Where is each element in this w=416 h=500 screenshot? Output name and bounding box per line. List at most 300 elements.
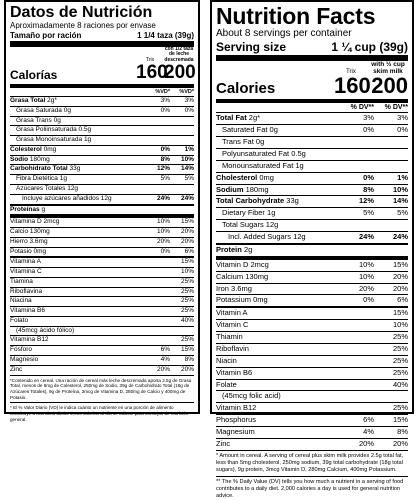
nutrient-amount: 2mcg <box>43 218 60 226</box>
vitamin-row <box>216 439 408 451</box>
vitamin-row <box>10 238 194 248</box>
nutrient-name: Polyunsaturated Fat <box>222 148 290 158</box>
nutrient-label <box>10 136 142 145</box>
nutrient-row <box>10 146 194 156</box>
vitamin-row <box>216 284 408 296</box>
calories-block <box>216 61 408 103</box>
vitamin-row <box>10 297 194 307</box>
vitamin-row <box>216 415 408 427</box>
nutrient-name: Tiamina <box>10 277 33 285</box>
nutrient-name: Vitamin D <box>216 259 249 269</box>
nutrient-label <box>216 439 340 450</box>
nutrient-row <box>10 97 194 107</box>
nutrient-name: Folato <box>10 316 29 324</box>
nutrient-row <box>10 117 194 127</box>
nutrient-row <box>216 173 408 185</box>
calories-label: Calorías <box>10 68 58 83</box>
nutrient-amount: 0g <box>63 106 71 114</box>
vitamin-row <box>216 427 408 439</box>
nutrient-amount: 130mg <box>245 271 269 281</box>
daily-value-cereal: 24% <box>156 194 170 202</box>
nutrient-label <box>10 336 142 345</box>
vitamin-row <box>10 218 194 228</box>
nutrient-name: Vitamina D <box>10 218 42 226</box>
nutrient-label <box>216 149 340 160</box>
nutrient-label <box>10 327 142 336</box>
nutrient-label <box>10 366 142 375</box>
nutrient-row <box>10 107 194 117</box>
nutrient-label <box>216 332 340 343</box>
nutrient-name: Monounsaturated Fat <box>222 160 294 170</box>
daily-value-cereal: 10% <box>156 218 170 226</box>
nutrient-label <box>10 297 142 306</box>
daily-value-with-milk: 14% <box>392 196 408 206</box>
nutrient-label <box>216 380 340 391</box>
vitamin-row <box>10 258 194 268</box>
footnote-cereal-milk: *Contenido en cereal. Una ración de cereal más leche descremada aporta 2.5g de Grasa Total, menos de 5mg de Colesterol, 250mg de Sodio, 39g de Carbohidrato Total (18g de Azúcares Totales), 9g de Proteína, 3mcg de Vitamina D, 280mg de Calcio y 400mg de Potasio. <box>10 376 194 404</box>
nutrient-name: Vitamina A <box>10 258 41 266</box>
vitamin-row <box>216 332 408 344</box>
servings-per-container: About 8 servings per container <box>216 28 352 39</box>
nutrient-label <box>216 208 340 219</box>
nutrient-row <box>216 185 408 197</box>
nutrient-amount: 2g <box>243 244 253 254</box>
calories-cereal: 160 <box>136 62 168 84</box>
daily-value-cereal: 0% <box>160 145 170 153</box>
nutrient-amount: 12g <box>100 194 112 202</box>
daily-value-with-milk: 25% <box>392 332 408 342</box>
daily-value-cereal: 0% <box>160 106 170 114</box>
nutrient-label <box>216 173 340 184</box>
daily-value-with-milk: 15% <box>392 259 408 269</box>
nutrient-name: Potassium <box>216 295 252 305</box>
nutrient-row <box>10 156 194 166</box>
nutrient-name: Total Carbohydrate <box>216 196 285 206</box>
nutrient-name: Trans Fat <box>222 137 254 147</box>
daily-value-cereal: 5% <box>363 208 374 218</box>
nutrient-amount: 180mg <box>245 184 269 194</box>
nutrient-name: Sodio <box>10 155 29 163</box>
daily-value-with-milk: 25% <box>392 355 408 365</box>
nutrient-name: Grasa Trans <box>16 116 52 124</box>
nutrient-label <box>216 391 340 402</box>
nutrient-name: Dietary Fiber <box>222 208 265 218</box>
daily-value-cereal: 3% <box>363 113 374 123</box>
nutrient-name: Grasa Saturada <box>16 106 62 114</box>
nutrient-name: Fibra Dietética <box>16 175 58 183</box>
daily-value-with-milk: 8% <box>184 356 194 363</box>
nutrient-name: Total Fat <box>216 113 247 123</box>
nutrient-row <box>10 185 194 195</box>
vitamin-row <box>216 295 408 308</box>
nutrient-row <box>216 232 408 245</box>
nutrient-label <box>10 175 142 184</box>
daily-value-with-milk: 5% <box>397 208 408 218</box>
daily-value-with-milk: 5% <box>184 175 194 183</box>
nutrient-name: Riboflavina <box>10 287 43 295</box>
daily-value-with-milk: 1% <box>184 145 194 153</box>
nutrient-label <box>216 245 340 256</box>
column-head-cereal: Trix <box>346 68 356 75</box>
nutrient-name: Niacina <box>10 297 32 305</box>
nutrient-label <box>216 415 340 426</box>
nutrient-row <box>216 113 408 125</box>
nutrient-row <box>10 175 194 185</box>
nutrient-rows <box>10 97 194 218</box>
serving-size-label: Tamaño por ración <box>10 30 82 40</box>
calories-label: Calories <box>216 80 276 98</box>
daily-value-with-milk: 25% <box>392 367 408 377</box>
daily-value-with-milk: 24% <box>180 194 194 202</box>
nutrient-label <box>10 126 142 135</box>
nutrient-label <box>10 238 142 247</box>
servings-per-container: Aproximadamente 8 raciones por envase <box>10 21 156 30</box>
vitamin-row <box>10 356 194 366</box>
nutrient-row <box>10 136 194 146</box>
nutrient-row <box>10 206 194 219</box>
serving-size <box>216 40 408 61</box>
panel-title: Datos de Nutrición <box>10 4 153 21</box>
nutrient-name: Niacin <box>216 355 237 365</box>
daily-value-with-milk: 3% <box>397 113 408 123</box>
vitamin-row <box>10 278 194 288</box>
daily-value-with-milk: 40% <box>392 379 408 389</box>
daily-value-cereal: 0% <box>363 295 374 305</box>
daily-value-with-milk: 15% <box>392 415 408 425</box>
vitamin-rows <box>216 260 408 451</box>
nutrient-label <box>216 344 340 355</box>
nutrient-amount: 0g <box>269 125 278 135</box>
nutrient-name: Magnesio <box>10 356 39 363</box>
nutrient-amount: 2g* <box>248 113 261 123</box>
vitamin-row <box>216 308 408 320</box>
nutrient-label <box>10 228 142 237</box>
nutrient-label <box>10 185 142 194</box>
nutrient-name: Magnesium <box>216 427 255 437</box>
daily-value-cereal: 6% <box>160 346 170 354</box>
nutrient-name: Fósforo <box>10 346 33 354</box>
daily-value-with-milk: 25% <box>180 277 194 285</box>
daily-value-with-milk: 40% <box>180 316 194 324</box>
nutrient-label <box>10 206 142 215</box>
serving-size-label: Serving size <box>216 40 287 54</box>
nutrient-amount: 0g <box>255 137 265 147</box>
nutrient-name: Potasio <box>10 247 32 255</box>
nutrient-label <box>10 146 142 155</box>
column-head-with-milk: con 1/2 taza de leche descremada <box>164 45 194 63</box>
daily-value-with-milk: 6% <box>397 295 408 305</box>
nutrient-amount: 0.5g <box>291 148 306 158</box>
serving-size-value: 1 ¼ cup (39g) <box>331 40 408 54</box>
vitamin-row <box>10 288 194 298</box>
nutrient-label <box>10 346 142 355</box>
nutrient-amount: 33g <box>286 196 299 206</box>
nutrient-row <box>10 165 194 175</box>
vitamin-rows <box>10 218 194 375</box>
daily-value-with-milk: 20% <box>180 365 194 373</box>
nutrient-amount: 0g <box>53 116 61 124</box>
daily-value-cereal: 4% <box>363 427 374 437</box>
nutrient-name: Vitamina B6 <box>10 307 45 315</box>
nutrient-rows <box>216 113 408 260</box>
spanish-nutrition-panel <box>4 0 200 422</box>
nutrient-row <box>216 220 408 232</box>
nutrient-label <box>216 295 340 306</box>
nutrient-row <box>216 149 408 161</box>
nutrient-name: Vitamin B6 <box>216 367 253 377</box>
nutrient-name: Sodium <box>216 184 244 194</box>
footnote-daily-value: * El % Valor Diario (VD) le indica cuánto un nutriente en una porción de alimento contribuye a una dieta diaria. 2,000 calorías al día se utilizan para consejos de nutrición general. <box>10 405 189 422</box>
daily-value-with-milk: 24% <box>392 232 408 242</box>
nutrient-name: Thiamin <box>216 332 243 342</box>
nutrient-amount: 12g <box>293 232 306 242</box>
nutrient-name: Vitamin C <box>216 320 249 330</box>
english-nutrition-panel <box>210 0 414 499</box>
vitamin-row <box>216 260 408 272</box>
nutrient-amount: 2g* <box>47 97 57 105</box>
nutrient-name: Cholesterol <box>216 172 258 182</box>
nutrient-label <box>216 427 340 438</box>
nutrient-label <box>216 320 340 331</box>
nutrient-amount: 12g <box>67 184 79 192</box>
daily-value-with-milk: 10% <box>180 268 194 276</box>
nutrient-amount: 1g <box>59 175 67 183</box>
nutrient-name: Vitamin A <box>216 308 248 318</box>
nutrient-label <box>216 125 340 136</box>
daily-value-cereal: 0% <box>363 125 374 135</box>
nutrient-label <box>216 403 340 414</box>
daily-value-cereal: 20% <box>358 283 374 293</box>
daily-value-cereal: 6% <box>363 415 374 425</box>
nutrient-name: Grasa Poliinsaturada <box>16 126 77 134</box>
daily-value-with-milk: 15% <box>392 308 408 318</box>
nutrient-name: (45mcg ácido fólico) <box>16 326 75 334</box>
daily-value-with-milk: 0% <box>397 125 408 135</box>
vitamin-row <box>216 403 408 415</box>
daily-value-with-milk: 10% <box>180 155 194 163</box>
nutrient-name: Protein <box>216 244 242 254</box>
vitamin-row <box>216 272 408 284</box>
daily-value-cereal: 12% <box>358 196 374 206</box>
nutrient-label <box>10 268 142 277</box>
nutrient-name: Grasa Total <box>10 97 46 105</box>
nutrient-label <box>216 220 340 231</box>
vitamin-row <box>10 336 194 346</box>
vitamin-row <box>10 346 194 356</box>
vitamin-row <box>10 248 194 259</box>
nutrient-label <box>216 196 340 207</box>
nutrient-label <box>216 185 340 196</box>
nutrient-amount: 12g <box>265 220 279 230</box>
daily-value-with-milk: 1% <box>397 172 408 182</box>
daily-value-with-milk: 15% <box>180 258 194 266</box>
nutrient-row <box>10 126 194 136</box>
calories-cereal: 160 <box>334 73 371 99</box>
nutrient-row <box>10 195 194 206</box>
nutrient-label <box>10 356 142 365</box>
nutrient-name: Calcium <box>216 271 244 281</box>
vitamin-row <box>10 307 194 317</box>
calories-with-milk: 200 <box>164 62 196 84</box>
daily-value-cereal: 0% <box>160 247 170 255</box>
nutrient-label <box>216 368 340 379</box>
nutrient-name: Calcio <box>10 228 29 236</box>
nutrient-amount: 1g <box>267 208 276 218</box>
daily-value-with-milk: 20% <box>392 283 408 293</box>
nutrient-amount: 180mg <box>29 155 50 163</box>
nutrient-name: Zinc <box>10 365 23 373</box>
daily-value-with-milk: 6% <box>184 247 194 255</box>
nutrient-label <box>10 156 142 165</box>
daily-value-with-milk: 8% <box>397 427 408 437</box>
nutrient-label <box>10 97 142 106</box>
daily-value-with-milk: 20% <box>180 228 194 236</box>
nutrient-amount: g <box>41 205 46 213</box>
vitamin-row <box>10 366 194 376</box>
daily-value-cereal: 10% <box>358 271 374 281</box>
nutrient-amount: 33g <box>69 165 81 173</box>
nutrient-row <box>216 125 408 137</box>
daily-value-with-milk: 15% <box>180 218 194 226</box>
daily-value-with-milk: 20% <box>392 438 408 448</box>
nutrient-label <box>10 317 142 326</box>
daily-value-header: % DV** % DV** <box>216 103 408 113</box>
nutrient-name: Incl. Added Sugars <box>228 232 291 242</box>
nutrient-label <box>216 137 340 148</box>
nutrient-label <box>10 248 142 257</box>
vitamin-row <box>216 391 408 403</box>
daily-value-with-milk: 15% <box>180 346 194 354</box>
nutrient-name: Vitamina B12 <box>10 336 49 344</box>
nutrient-name: Hierro <box>10 237 28 245</box>
calories-block <box>10 47 194 89</box>
daily-value-with-milk: 10% <box>392 320 408 330</box>
vitamin-row <box>216 380 408 392</box>
nutrient-label <box>10 278 142 287</box>
nutrient-name: Carbohidrato Total <box>10 165 68 173</box>
daily-value-cereal: 3% <box>160 97 170 105</box>
nutrient-name: Saturated Fat <box>222 125 268 135</box>
nutrient-name: Vitamina C <box>10 268 42 276</box>
nutrient-amount: 0mg <box>253 295 268 305</box>
serving-size-value: 1 1/4 taza (39g) <box>137 30 194 40</box>
nutrient-name: Total Sugars <box>222 220 264 230</box>
footnote-cereal-milk: * Amount in cereal. A serving of cereal plus skim milk provides 2.5g total fat, less than 5mg cholesterol, 250mg sodium, 39g total carbohydrate (18g total sugars), 9g protein, 3mcg Vitamin D, 280mg Calcium, 400mg Potassium. <box>216 451 408 477</box>
nutrient-amount: 3.6mg <box>29 237 48 245</box>
daily-value-with-milk: 20% <box>392 271 408 281</box>
daily-value-with-milk: 0% <box>184 106 194 114</box>
nutrient-name: Iron <box>216 283 229 293</box>
daily-value-with-milk: 10% <box>392 184 408 194</box>
daily-value-with-milk: 25% <box>392 343 408 353</box>
nutrient-name: Colesterol <box>10 145 42 153</box>
daily-value-cereal: 20% <box>156 365 170 373</box>
column-head-cereal: Trix <box>145 56 155 63</box>
nutrient-amount: 0.5g <box>78 126 92 134</box>
daily-value-cereal: 0% <box>363 172 374 182</box>
nutrient-label <box>216 260 340 271</box>
nutrient-amount: 0mg <box>43 145 57 153</box>
daily-value-cereal: 24% <box>358 232 374 242</box>
vitamin-row <box>216 320 408 332</box>
daily-value-cereal: 8% <box>160 155 170 163</box>
daily-value-cereal: 20% <box>358 438 374 448</box>
nutrient-amount: 3.6mg <box>231 283 252 293</box>
vitamin-row <box>10 228 194 238</box>
daily-value-with-milk: 3% <box>184 97 194 105</box>
nutrient-amount: 2mcg <box>250 259 269 269</box>
footnote-daily-value: ** The % Daily Value (DV) tells you how much a nutrient in a serving of food contributes to a daily diet. 2,000 calories a day is used for general nutrition advice. <box>216 478 404 499</box>
daily-value-cereal: 10% <box>156 228 170 236</box>
panel-title: Nutrition Facts <box>216 3 376 29</box>
serving-size <box>10 31 194 47</box>
daily-value-cereal: 10% <box>358 259 374 269</box>
nutrient-label <box>216 308 340 319</box>
vitamin-row <box>216 368 408 380</box>
nutrient-name: Grasa Monoinsaturada <box>16 136 83 144</box>
daily-value-with-milk: 14% <box>180 165 194 173</box>
nutrient-name: Vitamin B12 <box>216 403 257 413</box>
nutrient-name: Zinc <box>216 438 231 448</box>
vitamin-row <box>216 344 408 356</box>
nutrient-label <box>216 232 340 243</box>
nutrient-row <box>216 208 408 220</box>
nutrient-label <box>216 356 340 367</box>
daily-value-cereal: 4% <box>160 356 170 363</box>
nutrient-label <box>10 117 142 126</box>
vitamin-row <box>216 356 408 368</box>
daily-value-cereal: 20% <box>156 237 170 245</box>
daily-value-with-milk: 25% <box>180 297 194 305</box>
daily-value-with-milk: 25% <box>392 403 408 413</box>
nutrient-name: (45mcg folic acid) <box>222 391 281 401</box>
nutrient-row <box>216 245 408 260</box>
nutrient-name: Phosphorus <box>216 415 257 425</box>
daily-value-cereal: 8% <box>363 184 374 194</box>
nutrient-amount: 0mg <box>33 247 47 255</box>
nutrient-amount: 1g <box>83 136 92 144</box>
nutrient-label <box>216 284 340 295</box>
nutrient-name: Folate <box>216 379 237 389</box>
daily-value-with-milk: 25% <box>180 336 194 344</box>
nutrient-label <box>10 258 142 267</box>
nutrient-amount: 130mg <box>29 228 50 236</box>
daily-value-with-milk: 20% <box>180 237 194 245</box>
daily-value-with-milk: 25% <box>180 287 194 295</box>
daily-value-cereal: 5% <box>160 175 170 183</box>
nutrient-label <box>10 218 142 227</box>
nutrient-label <box>10 107 142 116</box>
nutrient-label <box>10 307 142 316</box>
daily-value-cereal: 12% <box>156 165 170 173</box>
nutrient-amount: 0mg <box>259 172 274 182</box>
nutrient-row <box>216 161 408 173</box>
daily-value-header: %VD* %VD* <box>10 88 194 97</box>
nutrient-name: Azúcares Totales <box>16 184 66 192</box>
nutrient-name: Riboflavin <box>216 343 249 353</box>
nutrient-label <box>216 161 340 172</box>
daily-value-with-milk: 25% <box>180 307 194 315</box>
nutrient-name: Proteínas <box>10 205 40 213</box>
nutrient-label <box>10 288 142 297</box>
nutrient-label <box>10 165 142 174</box>
nutrient-name: Incluye azúcares añadidos <box>22 194 99 202</box>
nutrient-label <box>216 113 340 124</box>
nutrient-amount: 1g <box>295 160 304 170</box>
vitamin-row <box>10 268 194 278</box>
nutrient-label <box>10 195 142 204</box>
vitamin-row <box>10 317 194 327</box>
